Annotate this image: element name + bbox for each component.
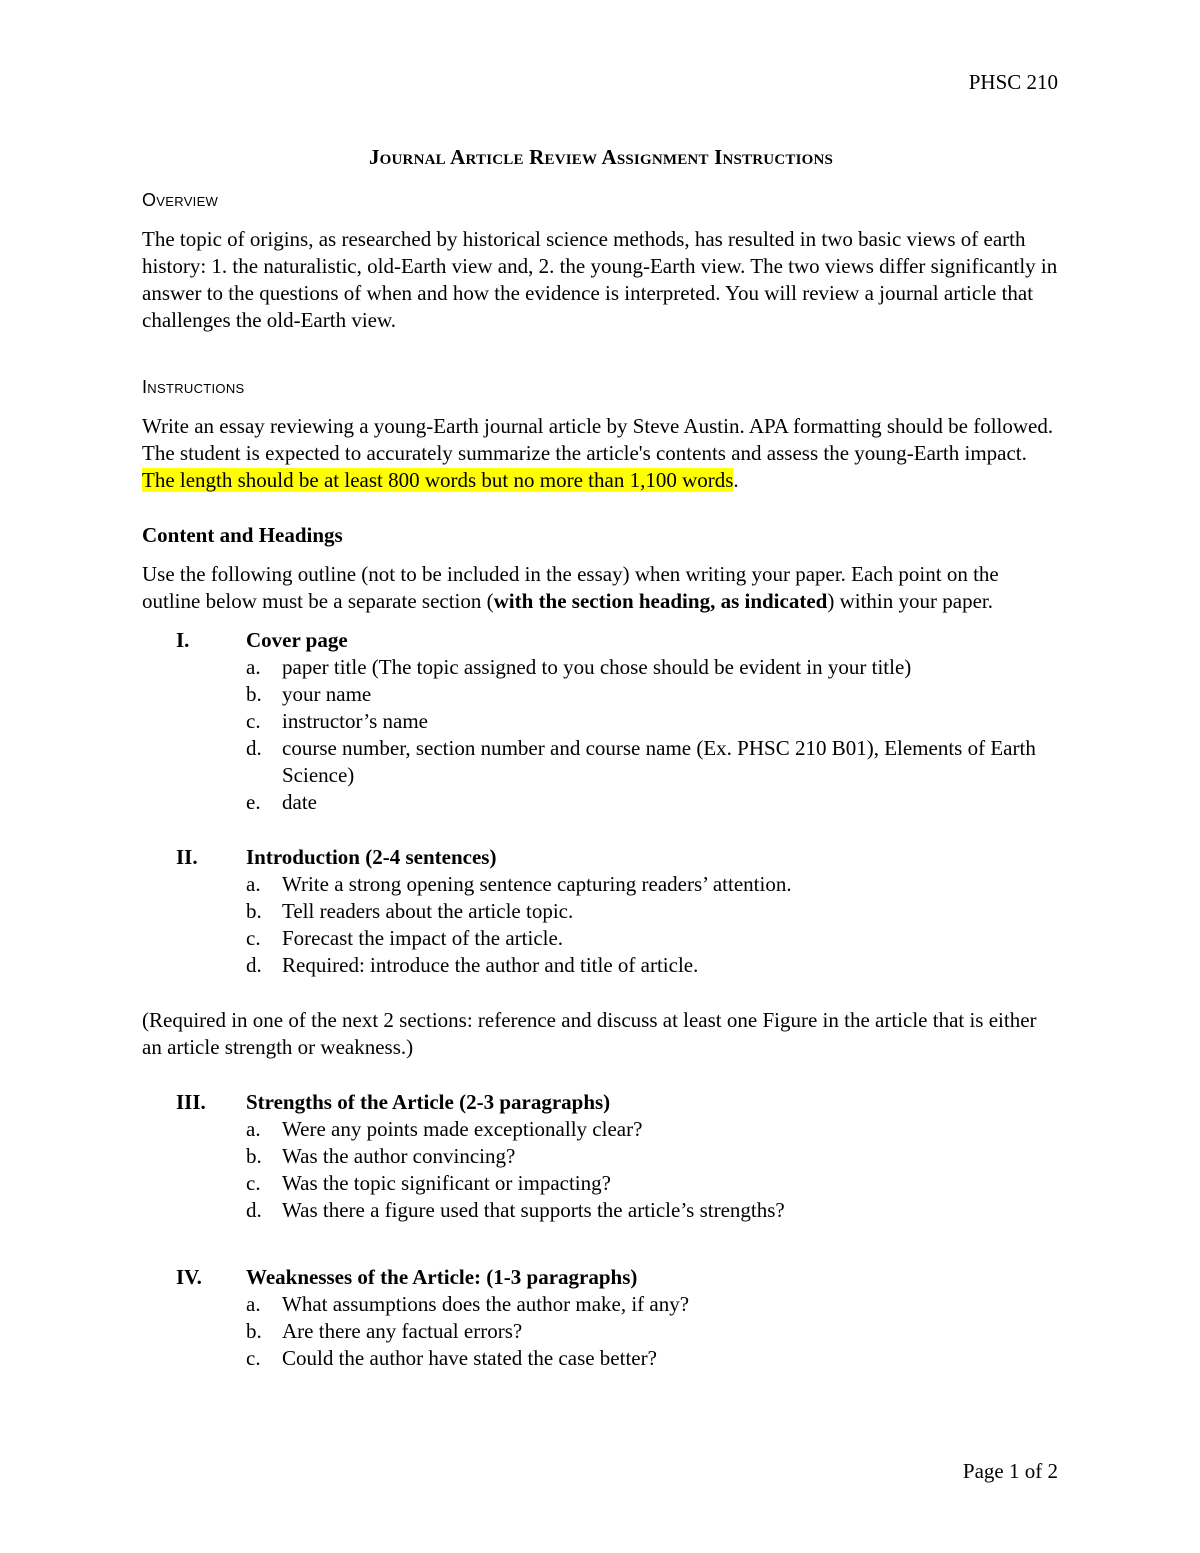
outline-numeral: III. [176,1090,206,1114]
outline-intro-end: ) within your paper. [827,589,993,613]
outline-section-1 [142,627,1060,816]
list-item: a. What assumptions does the author make, if any? [246,1292,690,1316]
list-item: b. Tell readers about the article topic. [246,899,574,923]
list-item: d. Required: introduce the author and title of article. [246,953,699,977]
outline-section-3 [142,1089,1060,1224]
page-number: Page 1 of 2 [962,1459,1058,1483]
list-item: e. date [246,790,317,814]
list-item: b. Was the author convincing? [246,1144,516,1168]
overview-label: Overview [142,190,219,210]
list-item: a. paper title (The topic assigned to you chose should be evident in your title) [246,655,912,679]
outline-heading: Cover page [246,628,348,652]
list-item: a. Write a strong opening sentence capturing readers’ attention. [246,872,792,896]
list-item: c. Forecast the impact of the article. [246,926,564,950]
outline-section-2 [142,844,1060,979]
list-item: a. Were any points made exceptionally clear? [246,1117,643,1141]
list-item: b. Are there any factual errors? [246,1319,523,1343]
list-item: d. course number, section number and course name (Ex. PHSC 210 B01), Elements of Earth Science) [246,736,1036,787]
outline-intro-text: Use the following outline (not to be included in the essay) when writing your paper. Each point on the outline below must be a separate section ( [142,562,999,613]
instructions-paragraph [142,413,1060,494]
document-title: Journal Article Review Assignment Instructions [368,145,834,169]
list-item: c. instructor’s name [246,709,428,733]
required-figure-note: (Required in one of the next 2 sections: reference and discuss at least one Figure in the article that is either an article strength or weakness.) [142,1008,1037,1059]
instructions-period: . [733,468,739,492]
list-item: b. your name [246,682,372,706]
outline-numeral: II. [176,845,198,869]
document-body [142,144,1060,1372]
length-requirement-highlight: The length should be at least 800 words but no more than 1,100 words [142,468,734,492]
overview-paragraph: The topic of origins, as researched by historical science methods, has resulted in two basic views of earth history: 1. the naturalistic, old-Earth view and, 2. the young-Earth view. The two views differ significantly in answer to the questions of when and how the evidence is interpreted. You will review a journal article that challenges the old-Earth view. [142,227,1058,332]
outline-heading: Weaknesses of the Article: (1-3 paragraphs) [246,1265,638,1289]
outline-heading: Introduction (2-4 sentences) [246,845,497,869]
instructions-label: Instructions [142,377,245,397]
header-course-code: PHSC 210 [968,70,1058,94]
outline-heading: Strengths of the Article (2-3 paragraphs) [246,1090,611,1114]
list-item: c. Was the topic significant or impacting? [246,1171,611,1195]
outline-numeral: I. [176,628,190,652]
outline-intro-paragraph [142,561,1060,615]
outline-numeral: IV. [176,1265,202,1289]
outline-section-4 [142,1264,1060,1372]
list-item: c. Could the author have stated the case better? [246,1346,657,1370]
outline-intro-bold: with the section heading, as indicated [493,589,828,613]
instructions-text: Write an essay reviewing a young-Earth journal article by Steve Austin. APA formatting should be followed. The student is expected to accurately summarize the article's contents and assess the young-Earth impact. [142,414,1054,465]
list-item: d. Was there a figure used that supports the article’s strengths? [246,1198,785,1222]
content-headings-title: Content and Headings [142,523,343,547]
